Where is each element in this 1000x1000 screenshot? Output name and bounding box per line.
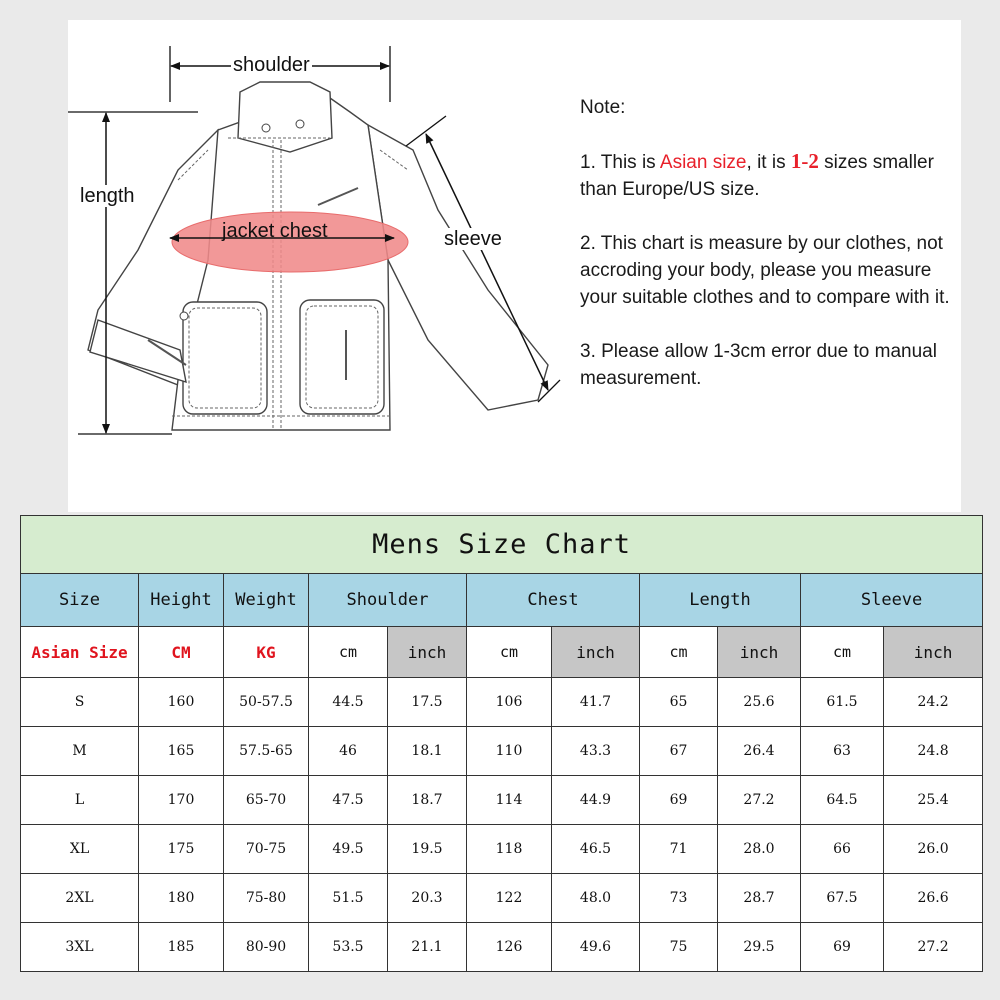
unit-shoulder-cm: cm [309,627,388,678]
table-cell: 57.5-65 [224,727,309,776]
header-height: Height [139,574,224,627]
note-1: 1. This is Asian size, it is 1-2 sizes smaller than Europe/US size. [580,149,934,200]
table-cell: 70-75 [224,825,309,874]
table-unit-row [21,627,983,678]
table-cell: 69 [640,776,718,825]
table-title: Mens Size Chart [21,516,983,574]
table-cell: 26.6 [884,874,983,923]
table-cell: 49.6 [552,923,640,972]
header-length: Length [640,574,801,627]
unit-sleeve-inch: inch [884,627,983,678]
table-cell: 180 [139,874,224,923]
table-cell: 63 [801,727,884,776]
table-cell: 118 [467,825,552,874]
table-cell: 17.5 [388,678,467,727]
table-cell: 46 [309,727,388,776]
table-cell: 3XL [21,923,139,972]
table-cell: 75-80 [224,874,309,923]
table-cell: 43.3 [552,727,640,776]
table-cell: 21.1 [388,923,467,972]
table-cell: 28.7 [718,874,801,923]
table-cell: 53.5 [309,923,388,972]
table-cell: 18.7 [388,776,467,825]
table-cell: 65 [640,678,718,727]
table-cell: 122 [467,874,552,923]
table-cell: 65-70 [224,776,309,825]
table-cell: 26.0 [884,825,983,874]
table-row [21,678,983,727]
unit-weight-kg: KG [224,627,309,678]
table-cell: 24.2 [884,678,983,727]
table-cell: 18.1 [388,727,467,776]
table-cell: 46.5 [552,825,640,874]
table-cell: 41.7 [552,678,640,727]
unit-length-cm: cm [640,627,718,678]
note-2: 2. This chart is measure by our clothes, not accroding your body, please you measure your suitable clothes and to compare with it. [580,233,950,308]
table-cell: 47.5 [309,776,388,825]
table-cell: 110 [467,727,552,776]
table-cell: 2XL [21,874,139,923]
table-cell: 64.5 [801,776,884,825]
sleeve-label: sleeve [444,228,502,250]
table-cell: 25.4 [884,776,983,825]
table-cell: 48.0 [552,874,640,923]
table-cell: L [21,776,139,825]
table-cell: 51.5 [309,874,388,923]
notes-section [580,94,960,419]
header-chest: Chest [467,574,640,627]
table-row [21,874,983,923]
table-cell: 44.9 [552,776,640,825]
table-header-row [21,574,983,627]
table-cell: 69 [801,923,884,972]
size-range-highlight: 1-2 [790,149,819,173]
table-cell: 71 [640,825,718,874]
table-title-row [21,516,983,574]
table-row [21,776,983,825]
length-label: length [80,185,135,207]
asian-size-highlight: Asian size [659,152,747,173]
unit-chest-cm: cm [467,627,552,678]
header-size: Size [21,574,139,627]
table-cell: 175 [139,825,224,874]
table-cell: S [21,678,139,727]
jacket-chest-label: jacket chest [222,220,328,242]
unit-length-inch: inch [718,627,801,678]
table-cell: 25.6 [718,678,801,727]
table-cell: 114 [467,776,552,825]
table-cell: 160 [139,678,224,727]
note-3: 3. Please allow 1-3cm error due to manual measurement. [580,341,937,389]
shoulder-label: shoulder [233,54,310,76]
table-cell: 49.5 [309,825,388,874]
table-cell: 44.5 [309,678,388,727]
table-cell: 27.2 [884,923,983,972]
table-cell: 126 [467,923,552,972]
unit-height-cm: CM [139,627,224,678]
table-cell: 75 [640,923,718,972]
table-cell: 29.5 [718,923,801,972]
unit-sleeve-cm: cm [801,627,884,678]
table-cell: XL [21,825,139,874]
table-cell: 73 [640,874,718,923]
table-cell: 24.8 [884,727,983,776]
table-cell: 19.5 [388,825,467,874]
header-shoulder: Shoulder [309,574,467,627]
table-cell: 185 [139,923,224,972]
table-cell: 61.5 [801,678,884,727]
table-row [21,727,983,776]
table-cell: 80-90 [224,923,309,972]
table-cell: 26.4 [718,727,801,776]
table-cell: 170 [139,776,224,825]
header-weight: Weight [224,574,309,627]
table-cell: 106 [467,678,552,727]
unit-chest-inch: inch [552,627,640,678]
table-cell: M [21,727,139,776]
table-row [21,923,983,972]
table-cell: 20.3 [388,874,467,923]
table-cell: 165 [139,727,224,776]
table-cell: 67.5 [801,874,884,923]
table-cell: 67 [640,727,718,776]
table-cell: 28.0 [718,825,801,874]
header-sleeve: Sleeve [801,574,983,627]
table-cell: 27.2 [718,776,801,825]
unit-asian-size: Asian Size [21,627,139,678]
notes-title: Note: [580,97,626,118]
table-row [21,825,983,874]
size-chart-table [20,515,983,972]
measurement-guide-panel [68,20,961,512]
unit-shoulder-inch: inch [388,627,467,678]
table-cell: 66 [801,825,884,874]
table-cell: 50-57.5 [224,678,309,727]
